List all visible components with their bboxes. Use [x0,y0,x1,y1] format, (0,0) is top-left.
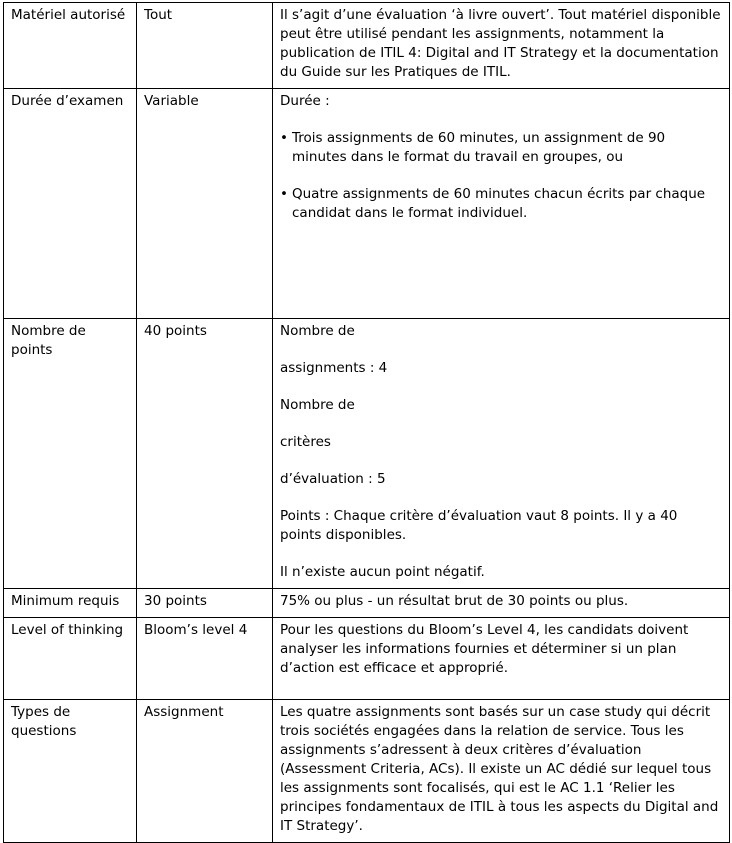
row-types-questions [4,700,730,843]
value-text: 40 points [144,323,207,339]
value-text: Bloom’s level 4 [144,622,248,638]
label-text: Nombre de points [11,323,86,358]
row-description [273,589,730,618]
row-label [4,3,137,89]
row-value [137,319,273,589]
description-line: critères [280,434,331,450]
row-minimum-requis [4,589,730,618]
description-text: Il s’agit d’une évaluation ‘à livre ouvert’. Tout matériel disponible peut être utilisé pendant les assignments, notamment la publication de ITIL 4: Digital and IT Strategy et la documentation du Guide sur les Pratiques de ITIL. [280,7,721,80]
row-description [273,618,730,700]
row-description [273,319,730,589]
description-text: 75% ou plus - un résultat brut de 30 points ou plus. [280,593,629,609]
row-label [4,89,137,319]
row-materiel-autorise [4,3,730,89]
row-description [273,89,730,319]
row-label [4,589,137,618]
row-label [4,700,137,843]
row-value [137,89,273,319]
description-line: d’évaluation : 5 [280,471,386,487]
row-description [273,700,730,843]
description-line: Nombre de [280,323,355,339]
value-text: 30 points [144,593,207,609]
row-value [137,589,273,618]
label-text: Durée d’examen [11,93,124,109]
label-text: Matériel autorisé [11,7,126,23]
exam-specification-table [3,2,730,843]
row-value [137,618,273,700]
description-line: Points : Chaque critère d’évaluation vaut 8 points. Il y a 40 points disponibles. [280,508,678,543]
row-value [137,700,273,843]
description-text: Pour les questions du Bloom’s Level 4, les candidats doivent analyser les informations fournies et déterminer si un plan d’action est efficace et approprié. [280,622,689,676]
label-text: Level of thinking [11,622,124,638]
row-label [4,618,137,700]
bullet-item: • Trois assignments de 60 minutes, un assignment de 90 minutes dans le format du travail en groupes, ou [280,129,723,167]
row-nombre-points [4,319,730,589]
description-line: Il n’existe aucun point négatif. [280,564,485,580]
row-label [4,319,137,589]
description-line: assignments : 4 [280,360,388,376]
row-value [137,3,273,89]
row-level-of-thinking [4,618,730,700]
row-description [273,3,730,89]
description-line: Nombre de [280,397,355,413]
label-text: Types de questions [11,704,77,739]
description-heading: Durée : [280,93,330,109]
value-text: Variable [144,93,199,109]
value-text: Assignment [144,704,224,720]
label-text: Minimum requis [11,593,120,609]
description-text: Les quatre assignments sont basés sur un case study qui décrit trois sociétés engagées dans la relation de service. Tous les assignments s’adressent à deux critères d’évaluation (Assessment Criteria, ACs). Il existe un AC dédié sur lequel tous les assignments sont focalisés, qui est le AC 1.1 ‘Relier les principes fondamentaux de ITIL à tous les aspects du Digital and IT Strategy’. [280,704,719,834]
value-text: Tout [144,7,173,23]
row-duree-examen [4,89,730,319]
bullet-item: • Quatre assignments de 60 minutes chacun écrits par chaque candidat dans le format individuel. [280,185,723,223]
